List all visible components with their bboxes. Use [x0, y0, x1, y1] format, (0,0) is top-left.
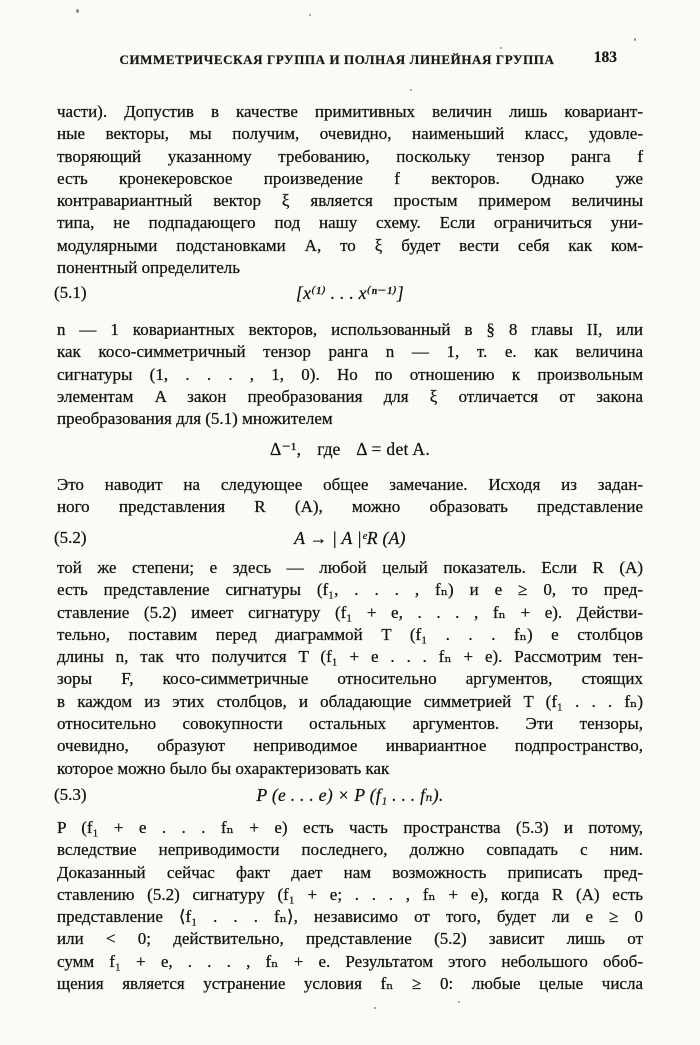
- scan-speck: [634, 38, 636, 41]
- equation-formula: P (e . . . e) × P (f₁ . . . fₙ).: [256, 785, 444, 805]
- equation-where-word: где: [317, 439, 341, 459]
- equation-formula: [x⁽¹⁾ . . . x⁽ⁿ⁻¹⁾]: [296, 283, 404, 303]
- text-line: вследствие неприводимости последнего, должно совпадать с ним.: [57, 840, 643, 860]
- text-line: длины n, так что получится T (f₁ + e . . . fₙ + e). Рассмотрим тен-: [57, 647, 643, 667]
- text-line: типа, не подпадающего под нашу схему. Если ограничиться уни-: [57, 213, 643, 233]
- equation-formula: A → | A |ᵉR (A): [294, 528, 406, 548]
- text-line: ного представления R (A), можно образовать представление: [57, 497, 643, 517]
- page-number: 183: [593, 49, 617, 66]
- paragraph-5: [57, 817, 643, 995]
- running-head-title: СИММЕТРИЧЕСКАЯ ГРУППА И ПОЛНАЯ ЛИНЕЙНАЯ ГРУППА: [119, 52, 555, 67]
- equation-5-1: [54, 281, 643, 305]
- scan-speck: [76, 9, 79, 13]
- scan-speck: [374, 1007, 376, 1009]
- text-line: сигнатуры (1, . . . , 1, 0). Но по отношению к произвольным: [57, 364, 643, 384]
- text-line: Это наводит на следующее общее замечание. Исходя из задан-: [57, 475, 643, 494]
- text-line: элементам A закон преобразования для ξ отличается от закона: [57, 386, 643, 406]
- text-line: ставлению (5.2) сигнатуру (f₁ + e; . . . , fₙ + e), когда R (A) есть: [57, 884, 643, 904]
- text-line: ные векторы, мы получим, очевидно, наименьший класс, удовле-: [57, 124, 643, 144]
- text-line: n — 1 ковариантных векторов, использованный в § 8 главы II, или: [57, 320, 643, 339]
- paragraph-3: [57, 474, 643, 519]
- text-line: зоры F, косо-симметричные относительно аргументов, стоящих: [57, 669, 643, 689]
- equation-number: (5.2): [54, 528, 87, 547]
- text-line: части). Допустив в качестве примитивных величин лишь ковариант-: [57, 102, 643, 121]
- equation-delta: [57, 437, 643, 461]
- paragraph-4: [57, 557, 643, 780]
- text-line: есть кронекеровское произведение f векторов. Однако уже: [57, 168, 643, 188]
- scan-speck: [410, 89, 412, 91]
- text-line: той же степени; e здесь — любой целый показатель. Если R (A): [57, 558, 643, 577]
- text-line: тельно, поставим перед диаграммой T (f₁ . . . fₙ) e столбцов: [57, 624, 643, 644]
- text-line: творяющий указанному требованию, поскольку тензор ранга f: [57, 146, 643, 166]
- page-header: [57, 51, 617, 69]
- text-line: как косо-симметричный тензор ранга n — 1, т. е. как величина: [57, 342, 643, 362]
- text-line: в каждом из этих столбцов, и обладающие симметрией T (f₁ . . . fₙ): [57, 691, 643, 711]
- scan-speck: [309, 14, 311, 16]
- text-line: контравариантный вектор ξ является простым примером величины: [57, 191, 643, 211]
- equation-formula-right: Δ = det A.: [356, 439, 430, 459]
- text-line: ставление (5.2) имеет сигнатуру (f₁ + e, . . . , fₙ + e). Действи-: [57, 602, 643, 622]
- text-line: представление ⟨f₁ . . . fₙ⟩, независимо от того, будет ли e ≥ 0: [57, 907, 643, 927]
- text-line: P (f₁ + e . . . fₙ + e) есть часть пространства (5.3) и потому,: [57, 818, 643, 837]
- text-line: понентный определитель: [57, 258, 241, 278]
- text-line: которое можно было бы охарактеризовать как: [57, 758, 390, 778]
- text-line: модулярными подстановками A, то ξ будет вести себя как ком-: [57, 235, 643, 255]
- scan-speck: [500, 47, 502, 49]
- equation-formula-left: Δ⁻¹,: [269, 439, 302, 459]
- equation-5-2: [54, 526, 643, 550]
- text-line: щения является устранение условия fₙ ≥ 0: любые целые числа: [57, 974, 643, 994]
- text-line: есть представление сигнатуры (f₁, . . . , fₙ) и e ≥ 0, то пред-: [57, 580, 643, 600]
- text-line: сумм f₁ + e, . . . , fₙ + e. Результатом этого небольшого обоб-: [57, 951, 643, 971]
- text-line: относительно совокупности остальных аргументов. Эти тензоры,: [57, 714, 643, 734]
- equation-number: (5.3): [54, 785, 87, 804]
- equation-5-3: [54, 783, 643, 807]
- text-line: или < 0; действительно, представление (5.2) зависит лишь от: [57, 929, 643, 949]
- text-line: Доказанный сейчас факт дает нам возможность приписать пред-: [57, 862, 643, 882]
- paragraph-1: [57, 101, 643, 279]
- text-line: преобразования для (5.1) множителем: [57, 409, 333, 429]
- text-line: очевидно, образуют неприводимое инвариантное подпространство,: [57, 736, 643, 756]
- paragraph-2: [57, 319, 643, 430]
- equation-number: (5.1): [54, 283, 87, 302]
- scan-speck: [458, 1001, 460, 1003]
